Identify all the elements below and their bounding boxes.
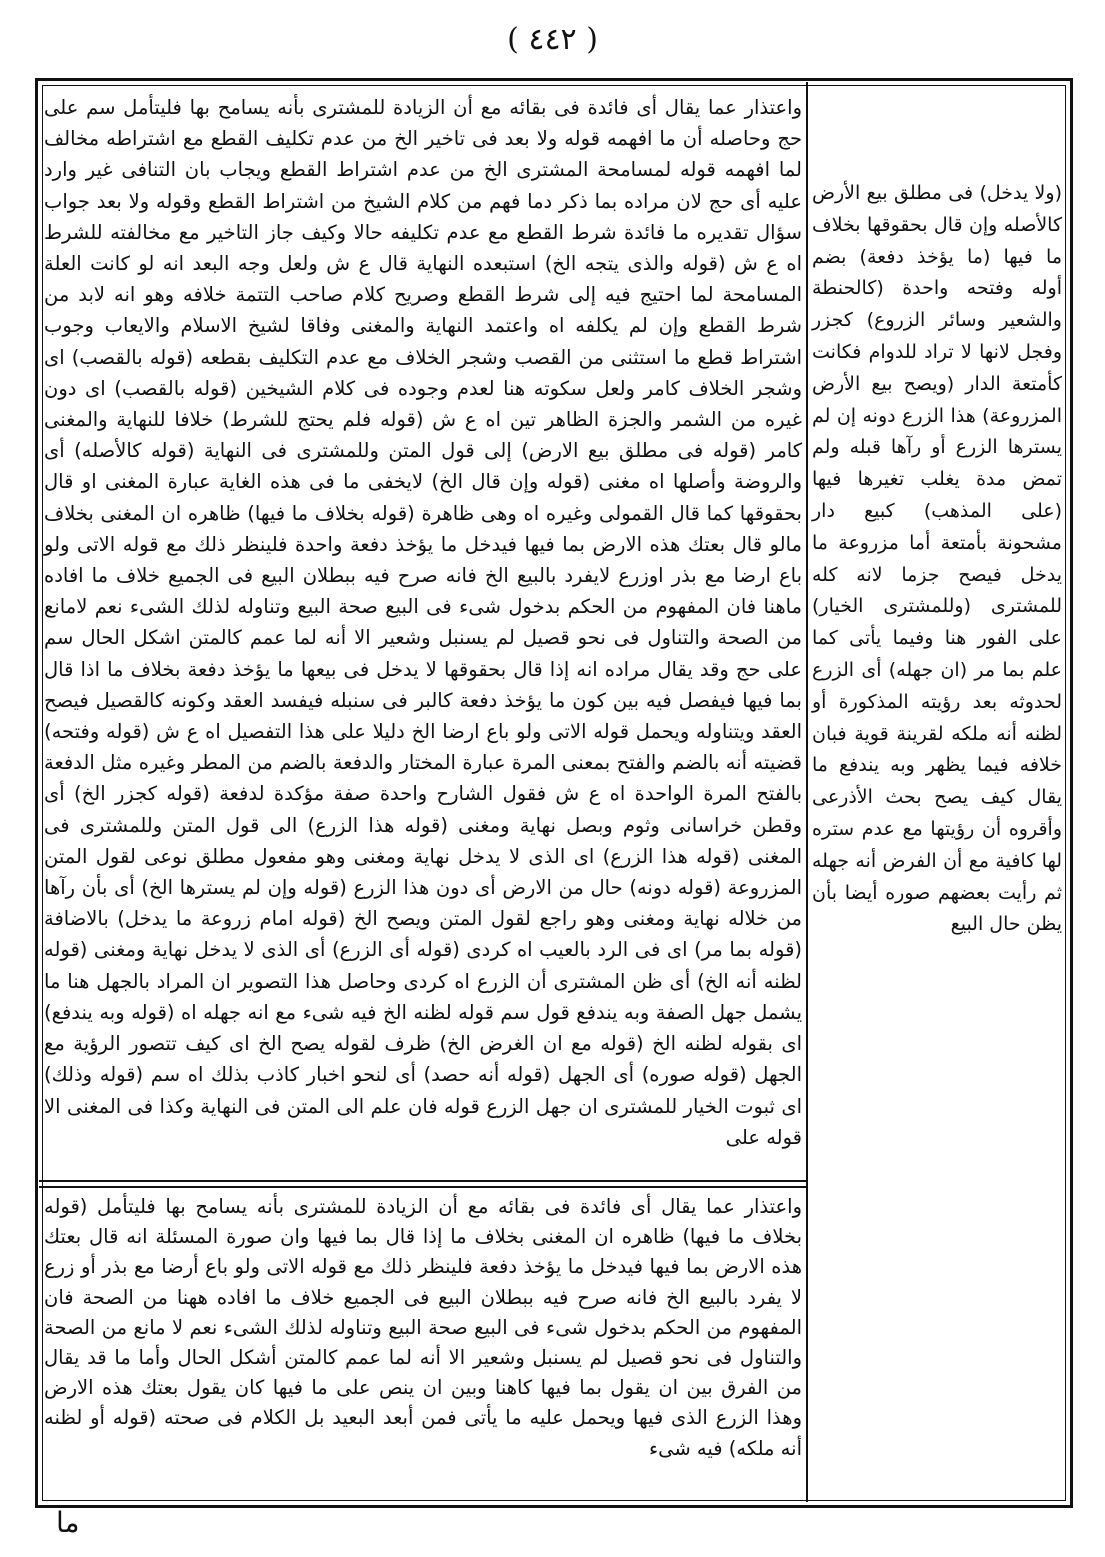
upper-commentary-text: واعتذار عما يقال أى فائدة فى بقائه مع أن الزيادة للمشترى بأنه يسامح بها فليتأمل سم على حج وحاصله أن ما افهمه قوله ولا بعد فى تاخير الخ من عدم تكليف القطع مع اشتراطه مخالف لما افهمه قوله لمسامحة المشترى الخ من عدم اشتراط القطع ويجاب بان التنافى غير وارد عليه أى حج لان مراده بما ذكر دما فهم من كلام الشيخ من اشتراط القطع وقوله ولا بعد جواب سؤال تقديره ما فائدة شرط القطع مع عدم تكليفه حالا وكيف جاز التاخير مع مخالفته للشرط اه ع ش (قوله والذى يتجه الخ) استبعده النهاية قال ع ش ولعل وجه البعد انه لو كانت العلة المسامحة لما احتيج فيه إلى شرط القطع وصريح كلام صاحب التتمة خلافه وهو انه لابد من شرط القطع وإن لم يكلفه اه واعتمد النهاية والمغنى وفاقا لشيخ الاسلام والايعاب وجوب اشتراط قطع ما استثنى من القصب وشجر الخلاف مع عدم التكليف بقطعه (قوله بالقصب) اى وشجر الخلاف كامر ولعل سكوته هنا لعدم وجوده فى كلام الشيخين (قوله بالقصب) اى دون غيره من الشمر والجزة الظاهر تين اه ع ش (قوله فلم يحتج للشرط) خلافا للنهاية والمغنى كامر (قوله فى مطلق بيع الارض) إلى قول المتن وللمشترى فى النهاية (قوله كالأصله) أى والروضة وأصلها اه مغنى (قوله وإن قال الخ) لايخفى ما فى هذه الغاية عبارة المغنى او قال بحقوقها كما قال القمولى وغيره اه وهى ظاهرة (قوله بخلاف ما فيها) ظاهره ان المغنى بخلاف مالو قال بعتك هذه الارض بما فيها فيدخل ما يؤخذ دفعة واحدة فلينظر ذلك مع قوله الاتى ولو باع ارضا مع بذر اوزرع لايفرد بالبيع الخ فانه صرح فيه ببطلان البيع فى الجميع خلاف ما افاده ماهنا فان المفهوم من الحكم بدخول شىء فى البيع صحة البيع وتناوله لذلك الشىء نعم لامانع من الصحة والتناول فى نحو قصيل لم يسنبل وشعير الا أنه لما عمم كالمتن اشكل الحال سم على حج وقد يقال مراده انه إذا قال بحقوقها لا يدخل فى بيعها ما يؤخذ دفعة بخلاف ما اذا قال بما فيها فيفصل فيه بين كون ما يؤخذ دفعة كالبر فى سنبله فيفسد العقد وكونه كالقصيل فيصح العقد ويتناوله ويحمل قوله الاتى ولو باع ارضا الخ دليلا على هذا التفصيل اه ع ش (قوله وفتحه) قضيته أنه بالضم والفتح بمعنى المرة عبارة المختار والدفعة بالضم من المطر وغيره مثل الدفعة بالفتح المرة الواحدة اه ع ش فقول الشارح واحدة صفة مؤكدة لدفعة (قوله كجزر الخ) أى وقطن خراسانى وثوم وبصل نهاية ومغنى (قوله هذا الزرع) الى قول المتن وللمشترى فى المغنى (قوله هذا الزرع) اى الذى لا يدخل نهاية ومغنى وهو مفعول مطلق نوعى لقول المتن المزروعة (قوله دونه) حال من الارض أى دون هذا الزرع (قوله وإن لم يسترها الخ) أى بأن رآها من خلاله نهاية ومغنى وهو راجع لقول المتن ويصح الخ (قوله امام زروعة ما يدخل) بالاضافة (قوله بما مر) اى فى الرد بالعيب اه كردى (قوله أى الزرع) أى الذى لا يدخل نهاية ومغنى (قوله لظنه أنه الخ) أى ظن المشترى أن الزرع اه كردى وحاصل هذا التصوير ان المراد بالجهل هنا ما يشمل جهل الصفة وبه يندفع قول سم قوله لظنه الخ فيه شىء مع انه جهله اه (قوله وبه يندفع) اى بقوله لظنه الخ (قوله مع ان الغرض الخ) ظرف لقوله يصح الخ اى كيف تتصور الرؤية مع الجهل (قوله صوره) أى الجهل (قوله أنه حصد) أى لنحو اخبار كاذب بذلك اه سم (قوله وذلك) اى ثبوت الخيار للمشترى ان جهل الزرع قوله فان علم الى المتن فى النهاية وكذا فى المغنى الا قوله على: [44, 96, 802, 1149]
side-matn: [812, 178, 1062, 1298]
page-number: ( ٤٤٢ ): [507, 22, 598, 57]
section-divider-bottom: [39, 1186, 806, 1188]
side-matn-text: (ولا يدخل) فى مطلق بيع الأرض كالأصله وإن قال بحقوقها بخلاف ما فيها (ما يؤخذ دفعة) بضم أوله وفتحه واحدة (كالحنطة والشعير وسائر الزروع) كجزر وفجل لانها لا تراد للدوام فكانت كأمتعة الدار (ويصح بيع الأرض المزروعة) هذا الزرع دونه إن لم يسترها الزرع أو رآها قبله ولم تمض مدة يغلب تغيرها فيها (على المذهب) كبيع دار مشحونة بأمتعة أما مزروعة ما يدخل فيصح جزما لانه كله للمشترى (وللمشترى الخيار) على الفور هنا وفيما يأتى كما علم بما مر (ان جهله) أى الزرع لحدوثه بعد رؤيته المذكورة أو لظنه أنه ملكه لقرينة قوية فبان خلافه فيما يظهر وبه يندفع ما يقال كيف يصح بحث الأذرعى وأقروه أن رؤيتها مع عدم ستره لها كافية مع أن الفرض أنه جهله ثم رأيت بعضهم صوره أيضا بأن يظن حال البيع: [812, 182, 1062, 936]
lower-commentary: [44, 1192, 802, 1492]
upper-commentary: [44, 92, 802, 1180]
footer-catchword: ما: [56, 1506, 80, 1539]
lower-commentary-text: واعتذار عما يقال أى فائدة فى بقائه مع أن الزيادة للمشترى بأنه يسامح بها فليتأمل (قوله بخلاف ما فيها) ظاهره ان المغنى بخلاف ما إذا قال بما فيها وان صورة المسئلة انه قال بعتك هذه الارض بما فيها فيدخل ما يؤخذ دفعة فلينظر ذلك مع قوله الاتى ولو باع أرضا مع بذر أو زرع لا يفرد بالبيع الخ فانه صرح فيه ببطلان البيع فى الجميع خلاف ما افاده ههنا من الصحة فان المفهوم من الحكم بدخول شىء فى البيع صحة البيع وتناوله لذلك الشىء نعم لا مانع من الصحة والتناول فى نحو قصيل لم يسنبل وشعير الا أنه لما عمم كالمتن أشكل الحال وأما ما قد يقال من الفرق بين ان يقول بما فيها كاهنا وبين ان ينص على ما فيها كان يقول بعتك هذه الارض وهذا الزرع الذى فيها ويحمل عليه ما يأتى فمن أبعد البعيد بل الكلام فى صحته (قوله أو لظنه أنه ملكه) فيه شىء: [44, 1195, 802, 1460]
column-divider: [806, 82, 808, 1502]
section-divider-top: [39, 1180, 806, 1182]
